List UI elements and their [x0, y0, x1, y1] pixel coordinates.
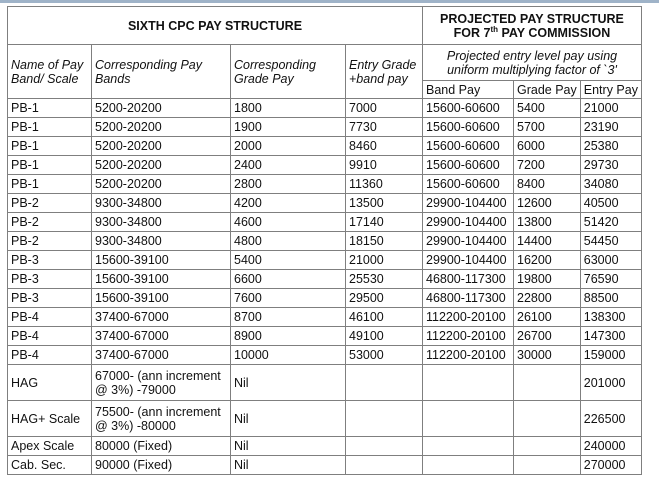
cell-scale-name: HAG	[8, 365, 92, 401]
cell-scale-name: PB-1	[8, 118, 92, 137]
cell-projected-entry-pay: 34080	[580, 175, 641, 194]
cell-projected-grade-pay: 5700	[514, 118, 581, 137]
cell-pay-band: 90000 (Fixed)	[92, 456, 231, 475]
cell-projected-grade-pay: 6000	[514, 137, 581, 156]
header-row-columns	[8, 45, 642, 81]
cell-scale-name: PB-2	[8, 194, 92, 213]
cell-scale-name: PB-4	[8, 346, 92, 365]
table-row	[8, 456, 642, 475]
cell-grade-pay: 2000	[231, 137, 346, 156]
cell-pay-band: 15600-39100	[92, 289, 231, 308]
cell-grade-pay: 4200	[231, 194, 346, 213]
cell-pay-band: 67000- (ann increment @ 3%) -79000	[92, 365, 231, 401]
projected-title-sup: th	[490, 24, 499, 34]
cell-scale-name: PB-1	[8, 156, 92, 175]
cell-projected-grade-pay: 12600	[514, 194, 581, 213]
cell-projected-band-pay: 15600-60600	[423, 156, 514, 175]
cell-pay-band: 5200-20200	[92, 137, 231, 156]
cell-grade-pay: Nil	[231, 401, 346, 437]
cell-pay-band: 5200-20200	[92, 175, 231, 194]
table-row	[8, 437, 642, 456]
cell-scale-name: PB-1	[8, 175, 92, 194]
cell-projected-entry-pay: 40500	[580, 194, 641, 213]
cell-entry-pay: 25530	[346, 270, 423, 289]
table-row	[8, 175, 642, 194]
cell-projected-band-pay: 29900-104400	[423, 194, 514, 213]
cell-pay-band: 9300-34800	[92, 213, 231, 232]
cell-entry-pay: 53000	[346, 346, 423, 365]
cell-grade-pay: 1800	[231, 99, 346, 118]
cell-projected-entry-pay: 51420	[580, 213, 641, 232]
cell-entry-pay	[346, 365, 423, 401]
cell-scale-name: HAG+ Scale	[8, 401, 92, 437]
cell-projected-grade-pay	[514, 401, 581, 437]
cell-projected-band-pay: 46800-117300	[423, 289, 514, 308]
projected-title	[423, 7, 642, 45]
cell-grade-pay: 2400	[231, 156, 346, 175]
cell-scale-name: PB-3	[8, 251, 92, 270]
cell-entry-pay	[346, 401, 423, 437]
cell-projected-grade-pay: 19800	[514, 270, 581, 289]
cell-grade-pay: 10000	[231, 346, 346, 365]
cell-grade-pay: 8700	[231, 308, 346, 327]
cell-pay-band: 80000 (Fixed)	[92, 437, 231, 456]
cell-projected-grade-pay	[514, 437, 581, 456]
cell-entry-pay: 7730	[346, 118, 423, 137]
cell-projected-entry-pay: 25380	[580, 137, 641, 156]
cell-pay-band: 37400-67000	[92, 327, 231, 346]
cell-projected-entry-pay: 21000	[580, 99, 641, 118]
cell-projected-grade-pay: 14400	[514, 232, 581, 251]
cell-projected-grade-pay: 26700	[514, 327, 581, 346]
col-header-grade: Corresponding Grade Pay	[231, 45, 346, 99]
sub-header-grade-pay: Grade Pay	[514, 81, 581, 99]
top-border-line	[0, 0, 659, 3]
table-row	[8, 365, 642, 401]
cell-projected-band-pay: 112200-20100	[423, 346, 514, 365]
cell-projected-entry-pay: 76590	[580, 270, 641, 289]
cell-projected-band-pay: 112200-20100	[423, 327, 514, 346]
table-row	[8, 137, 642, 156]
cell-projected-entry-pay: 159000	[580, 346, 641, 365]
cell-pay-band: 5200-20200	[92, 156, 231, 175]
cell-entry-pay: 7000	[346, 99, 423, 118]
projected-title-line1: PROJECTED PAY STRUCTURE	[440, 11, 624, 26]
projected-title-line2-pre: FOR 7	[453, 25, 491, 40]
cell-projected-entry-pay: 88500	[580, 289, 641, 308]
cell-pay-band: 15600-39100	[92, 270, 231, 289]
pay-structure-table	[7, 6, 642, 475]
projected-title-line2-post: PAY COMMISSION	[498, 25, 611, 40]
cell-projected-grade-pay: 30000	[514, 346, 581, 365]
table-row	[8, 289, 642, 308]
cell-pay-band: 9300-34800	[92, 232, 231, 251]
cell-grade-pay: 7600	[231, 289, 346, 308]
cell-scale-name: Apex Scale	[8, 437, 92, 456]
cell-entry-pay: 49100	[346, 327, 423, 346]
cell-scale-name: Cab. Sec.	[8, 456, 92, 475]
cell-grade-pay: Nil	[231, 437, 346, 456]
table-row	[8, 232, 642, 251]
cell-scale-name: PB-4	[8, 308, 92, 327]
cell-entry-pay	[346, 456, 423, 475]
cell-pay-band: 75500- (ann increment @ 3%) -80000	[92, 401, 231, 437]
cell-grade-pay: 2800	[231, 175, 346, 194]
sub-header-band-pay: Band Pay	[423, 81, 514, 99]
cell-projected-grade-pay: 5400	[514, 99, 581, 118]
cell-grade-pay: 5400	[231, 251, 346, 270]
cell-grade-pay: 4600	[231, 213, 346, 232]
projected-note: Projected entry level pay using uniform multiplying factor of `3'	[423, 45, 642, 81]
table-row	[8, 99, 642, 118]
cell-entry-pay: 13500	[346, 194, 423, 213]
table-row	[8, 194, 642, 213]
cell-pay-band: 5200-20200	[92, 118, 231, 137]
col-header-name: Name of Pay Band/ Scale	[8, 45, 92, 99]
cell-grade-pay: 4800	[231, 232, 346, 251]
cell-pay-band: 5200-20200	[92, 99, 231, 118]
table-row	[8, 270, 642, 289]
cell-scale-name: PB-1	[8, 137, 92, 156]
table-row	[8, 156, 642, 175]
table-row	[8, 308, 642, 327]
cell-pay-band: 9300-34800	[92, 194, 231, 213]
cell-projected-entry-pay: 29730	[580, 156, 641, 175]
cell-grade-pay: 8900	[231, 327, 346, 346]
cell-projected-grade-pay	[514, 456, 581, 475]
cell-pay-band: 37400-67000	[92, 308, 231, 327]
cell-projected-band-pay: 112200-20100	[423, 308, 514, 327]
table-row	[8, 251, 642, 270]
sixth-cpc-title: SIXTH CPC PAY STRUCTURE	[8, 7, 423, 45]
cell-projected-band-pay	[423, 365, 514, 401]
cell-projected-grade-pay: 26100	[514, 308, 581, 327]
cell-projected-band-pay: 46800-117300	[423, 270, 514, 289]
cell-projected-band-pay	[423, 401, 514, 437]
table-row	[8, 401, 642, 437]
cell-projected-entry-pay: 54450	[580, 232, 641, 251]
cell-projected-entry-pay: 63000	[580, 251, 641, 270]
cell-scale-name: PB-4	[8, 327, 92, 346]
cell-projected-band-pay: 29900-104400	[423, 232, 514, 251]
cell-projected-entry-pay: 240000	[580, 437, 641, 456]
cell-projected-band-pay	[423, 456, 514, 475]
cell-projected-band-pay: 15600-60600	[423, 137, 514, 156]
cell-projected-entry-pay: 138300	[580, 308, 641, 327]
table-row	[8, 213, 642, 232]
cell-grade-pay: Nil	[231, 365, 346, 401]
cell-scale-name: PB-3	[8, 270, 92, 289]
cell-projected-band-pay: 29900-104400	[423, 251, 514, 270]
cell-entry-pay: 17140	[346, 213, 423, 232]
cell-projected-grade-pay: 7200	[514, 156, 581, 175]
table-body	[8, 99, 642, 475]
cell-scale-name: PB-1	[8, 99, 92, 118]
col-header-bands: Corresponding Pay Bands	[92, 45, 231, 99]
cell-projected-grade-pay: 16200	[514, 251, 581, 270]
cell-projected-band-pay: 15600-60600	[423, 99, 514, 118]
cell-scale-name: PB-2	[8, 213, 92, 232]
cell-projected-band-pay: 15600-60600	[423, 175, 514, 194]
cell-entry-pay: 29500	[346, 289, 423, 308]
cell-projected-entry-pay: 226500	[580, 401, 641, 437]
header-row-sections	[8, 7, 642, 45]
cell-scale-name: PB-2	[8, 232, 92, 251]
table-row	[8, 118, 642, 137]
col-header-entry: Entry Grade +band pay	[346, 45, 423, 99]
cell-projected-entry-pay: 147300	[580, 327, 641, 346]
cell-grade-pay: Nil	[231, 456, 346, 475]
cell-entry-pay: 18150	[346, 232, 423, 251]
cell-entry-pay: 11360	[346, 175, 423, 194]
cell-projected-grade-pay: 8400	[514, 175, 581, 194]
cell-projected-entry-pay: 201000	[580, 365, 641, 401]
cell-projected-grade-pay: 13800	[514, 213, 581, 232]
table-row	[8, 346, 642, 365]
sub-header-entry-pay: Entry Pay	[580, 81, 641, 99]
cell-projected-grade-pay: 22800	[514, 289, 581, 308]
cell-grade-pay: 1900	[231, 118, 346, 137]
cell-grade-pay: 6600	[231, 270, 346, 289]
table-row	[8, 327, 642, 346]
cell-projected-entry-pay: 270000	[580, 456, 641, 475]
cell-projected-entry-pay: 23190	[580, 118, 641, 137]
cell-entry-pay: 9910	[346, 156, 423, 175]
cell-entry-pay: 8460	[346, 137, 423, 156]
cell-projected-band-pay	[423, 437, 514, 456]
cell-pay-band: 15600-39100	[92, 251, 231, 270]
cell-projected-grade-pay	[514, 365, 581, 401]
cell-scale-name: PB-3	[8, 289, 92, 308]
cell-projected-band-pay: 29900-104400	[423, 213, 514, 232]
cell-entry-pay: 46100	[346, 308, 423, 327]
cell-entry-pay: 21000	[346, 251, 423, 270]
cell-projected-band-pay: 15600-60600	[423, 118, 514, 137]
cell-entry-pay	[346, 437, 423, 456]
cell-pay-band: 37400-67000	[92, 346, 231, 365]
